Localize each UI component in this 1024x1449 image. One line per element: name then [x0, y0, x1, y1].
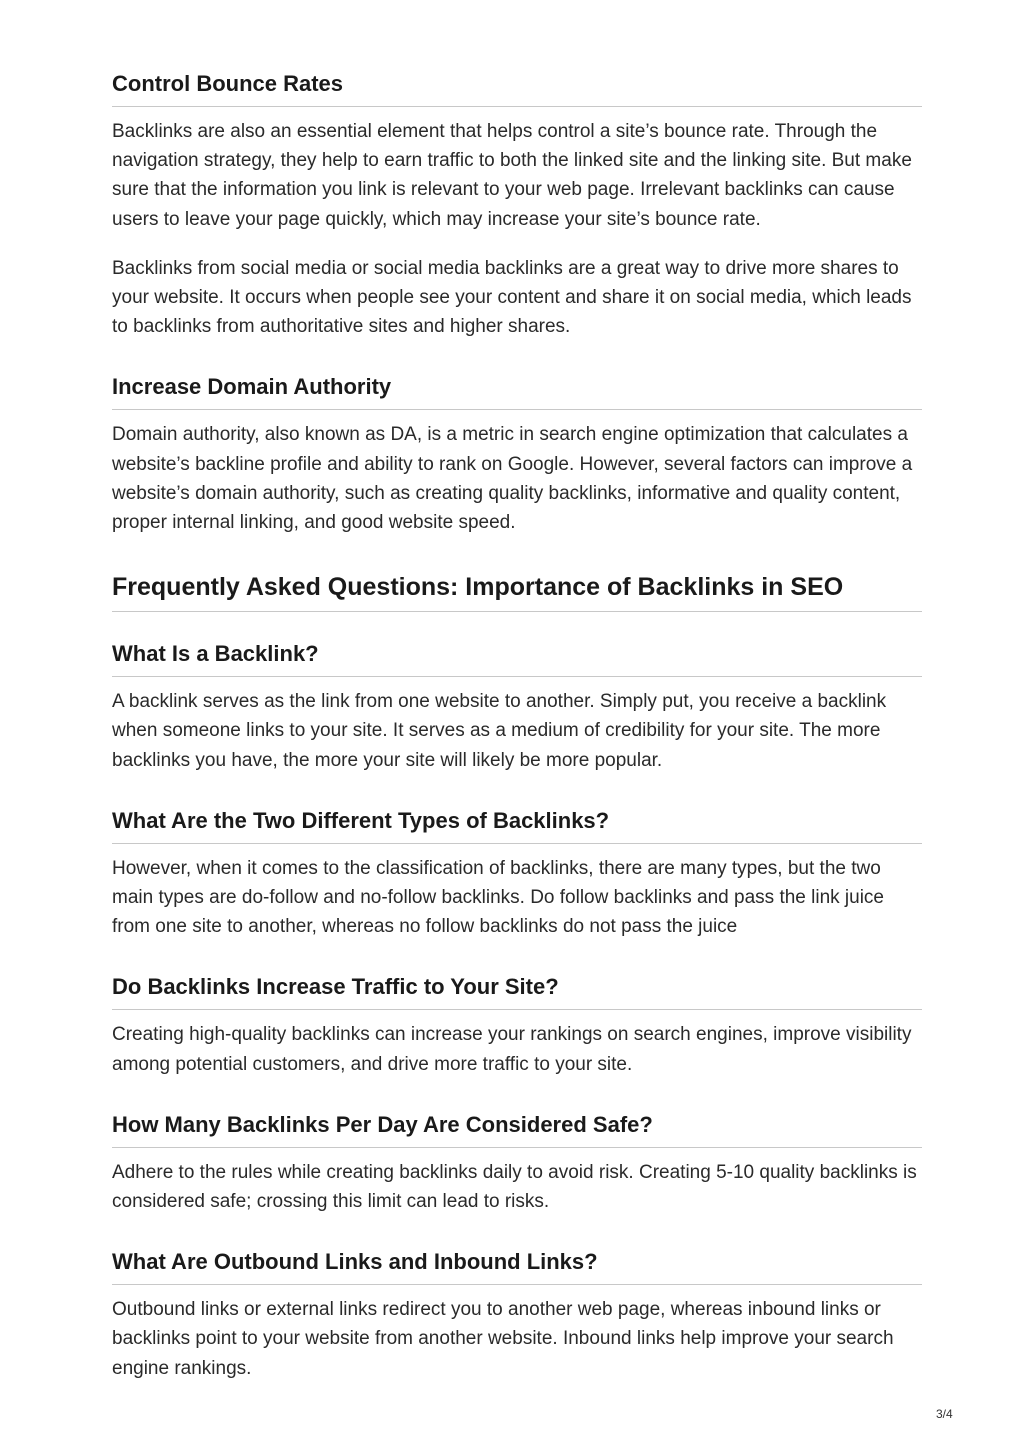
faq-question: What Are Outbound Links and Inbound Links? [112, 1248, 922, 1285]
section-paragraph: Backlinks are also an essential element that helps control a site’s bounce rate. Through the navigation strategy, they help to earn traffic to both the linked site and the linking site. But make sure that the information you link is relevant to your web page. Irrelevant backlinks can cause users to leave your page quickly, which may increase your site’s bounce rate. [112, 121, 912, 230]
section-paragraph: Backlinks from social media or social media backlinks are a great way to drive more shares to your website. It occurs when people see your content and share it on social media, which leads to backlinks from authoritative sites and higher shares. [112, 257, 912, 338]
faq-answer: Adhere to the rules while creating backlinks daily to avoid risk. Creating 5-10 quality backlinks is considered safe; crossing this limit can lead to risks. [112, 1161, 917, 1213]
faq-item [112, 807, 922, 942]
section-heading: Control Bounce Rates [112, 70, 922, 107]
faq-item [112, 1111, 922, 1216]
section-increase-domain-authority [112, 373, 922, 537]
document-body [112, 70, 922, 1383]
faq-item [112, 640, 922, 775]
faq-question: What Are the Two Different Types of Backlinks? [112, 807, 922, 844]
page-number: 3/4 [936, 1407, 953, 1421]
faq-answer: However, when it comes to the classification of backlinks, there are many types, but the two main types are do-follow and no-follow backlinks. Do follow backlinks and pass the link juice from one site to another, whereas no follow backlinks do not pass the juice [112, 857, 884, 938]
faq-section [112, 571, 922, 1383]
faq-answer: Outbound links or external links redirect you to another web page, whereas inbound links or backlinks point to your website from another website. Inbound links help improve your search engine rankings. [112, 1299, 894, 1379]
faq-answer: A backlink serves as the link from one website to another. Simply put, you receive a backlink when someone links to your site. It serves as a medium of credibility for your site. The more backlinks you have, the more your site will likely be more popular. [112, 691, 887, 771]
faq-title: Frequently Asked Questions: Importance of Backlinks in SEO [112, 571, 922, 612]
faq-question: How Many Backlinks Per Day Are Considered Safe? [112, 1111, 922, 1148]
section-paragraph: Domain authority, also known as DA, is a metric in search engine optimization that calculates a website’s backline profile and ability to rank on Google. However, several factors can improve a website’s domain authority, such as creating quality backlinks, informative and quality content, proper internal linking, and good website speed. [112, 424, 913, 534]
faq-answer: Creating high-quality backlinks can increase your rankings on search engines, improve visibility among potential customers, and drive more traffic to your site. [112, 1024, 912, 1075]
faq-question: What Is a Backlink? [112, 640, 922, 677]
faq-item [112, 973, 922, 1078]
faq-question: Do Backlinks Increase Traffic to Your Site? [112, 973, 922, 1010]
section-heading: Increase Domain Authority [112, 373, 922, 410]
faq-item [112, 1248, 922, 1383]
section-control-bounce-rates [112, 70, 922, 341]
